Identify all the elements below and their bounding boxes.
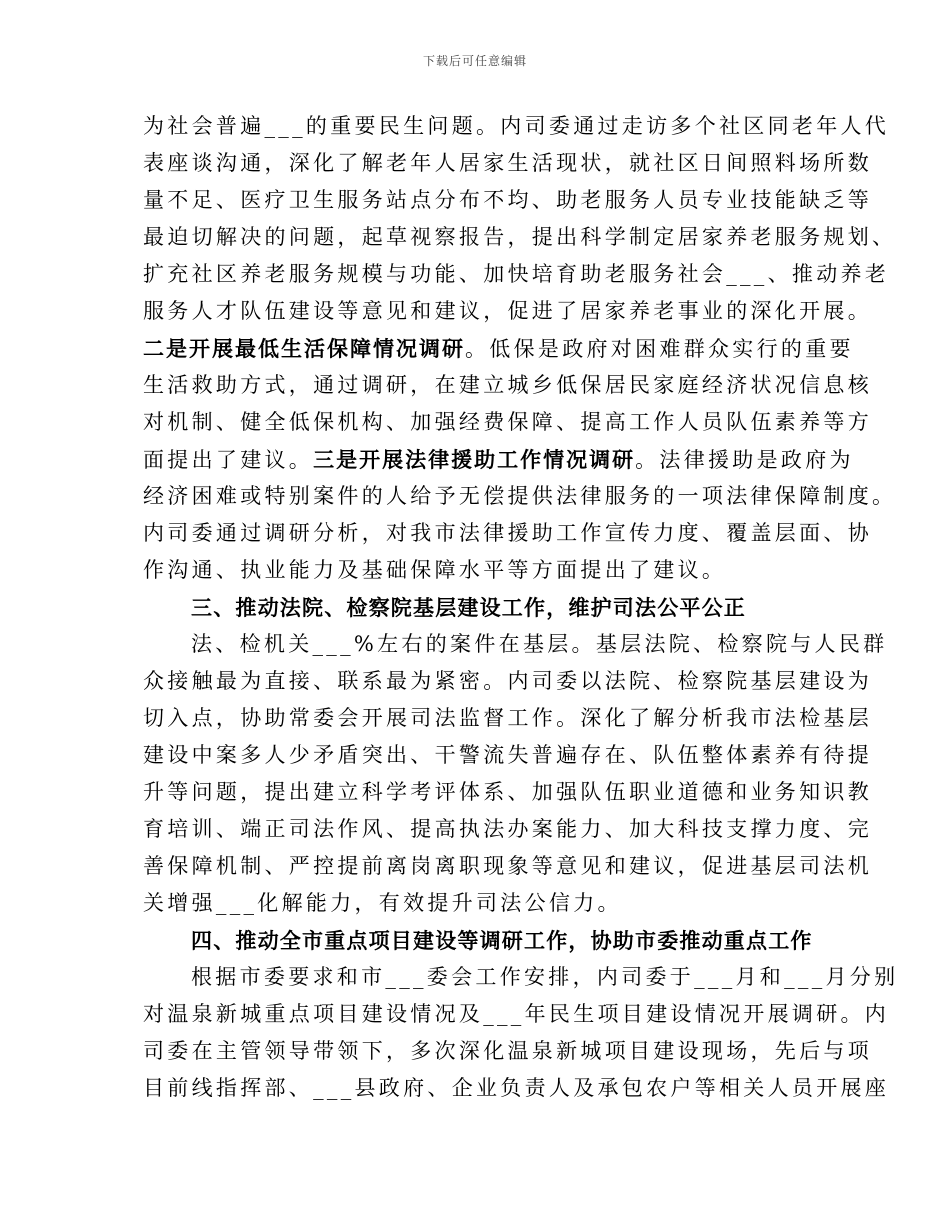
section-heading-4: 四、推动全市重点项目建设等调研工作，协助市委推动重点工作 bbox=[191, 928, 813, 953]
text-line bbox=[143, 330, 854, 367]
text-line: 众接触最为直接、联系最为紧密。内司委以法院、检察院基层建设为 bbox=[143, 669, 872, 693]
text-run: 面提出了建议。 bbox=[143, 448, 314, 472]
text-line bbox=[143, 441, 854, 478]
page-header-note: 下载后可任意编辑 bbox=[422, 54, 527, 68]
text-line: 关增强___化解能力，有效提升司法公信力。 bbox=[143, 891, 622, 915]
paragraph-first-line: 根据市委要求和市___委会工作安排，内司委于___月和___月分别 bbox=[191, 965, 899, 989]
text-line: 量不足、医疗卫生服务站点分布不均、助老服务人员专业技能缺乏等 bbox=[143, 188, 872, 212]
text-line: 善保障机制、严控提前离岗离职现象等意见和建议，促进基层司法机 bbox=[143, 854, 872, 878]
paragraph-first-line: 法、检机关___%左右的案件在基层。基层法院、检察院与人民群 bbox=[191, 632, 888, 656]
subsection-lead-2: 二是开展最低生活保障情况调研 bbox=[143, 336, 465, 361]
text-line: 切入点，协助常委会开展司法监督工作。深化了解分析我市法检基层 bbox=[143, 706, 872, 730]
text-line: 生活救助方式，通过调研，在建立城乡低保居民家庭经济状况信息核 bbox=[143, 373, 872, 397]
text-line: 司委在主管领导带领下，多次深化温泉新城项目建设现场，先后与项 bbox=[143, 1039, 872, 1063]
text-run: 。低保是政府对困难群众实行的重要 bbox=[465, 337, 854, 361]
text-line: 育培训、端正司法作风、提高执法办案能力、加大科技支撑力度、完 bbox=[143, 817, 872, 841]
document-body bbox=[143, 108, 899, 1107]
subsection-lead-3: 三是开展法律援助工作情况调研 bbox=[313, 447, 636, 472]
text-line: 对机制、健全低保机构、加强经费保障、提高工作人员队伍素养等方 bbox=[143, 410, 872, 434]
text-line: 作沟通、执业能力及基础保障水平等方面提出了建议。 bbox=[143, 558, 727, 582]
text-run: 。法律援助是政府为 bbox=[635, 448, 854, 472]
text-line: 内司委通过调研分析，对我市法律援助工作宣传力度、覆盖层面、协 bbox=[143, 521, 872, 545]
text-line: 对温泉新城重点项目建设情况及___年民生项目建设情况开展调研。内 bbox=[143, 1002, 890, 1026]
text-line: 扩充社区养老服务规模与功能、加快培育助老服务社会___、推动养老 bbox=[143, 262, 890, 286]
text-line: 目前线指挥部、___县政府、企业负责人及承包农户等相关人员开展座 bbox=[143, 1076, 890, 1100]
text-line: 表座谈沟通，深化了解老年人居家生活现状，就社区日间照料场所数 bbox=[143, 151, 872, 175]
text-line: 经济困难或特别案件的人给予无偿提供法律服务的一项法律保障制度。 bbox=[143, 484, 897, 508]
text-line: 升等问题，提出建立科学考评体系、加强队伍职业道德和业务知识教 bbox=[143, 780, 872, 804]
text-line: 为社会普遍___的重要民生问题。内司委通过走访多个社区同老年人代 bbox=[143, 114, 890, 138]
text-line: 最迫切解决的问题，起草视察报告，提出科学制定居家养老服务规划、 bbox=[143, 225, 897, 249]
section-heading-3: 三、推动法院、检察院基层建设工作，维护司法公平公正 bbox=[191, 595, 746, 620]
text-line: 建设中案多人少矛盾突出、干警流失普遍存在、队伍整体素养有待提 bbox=[143, 743, 872, 767]
text-line: 服务人才队伍建设等意见和建议，促进了居家养老事业的深化开展。 bbox=[143, 299, 872, 323]
